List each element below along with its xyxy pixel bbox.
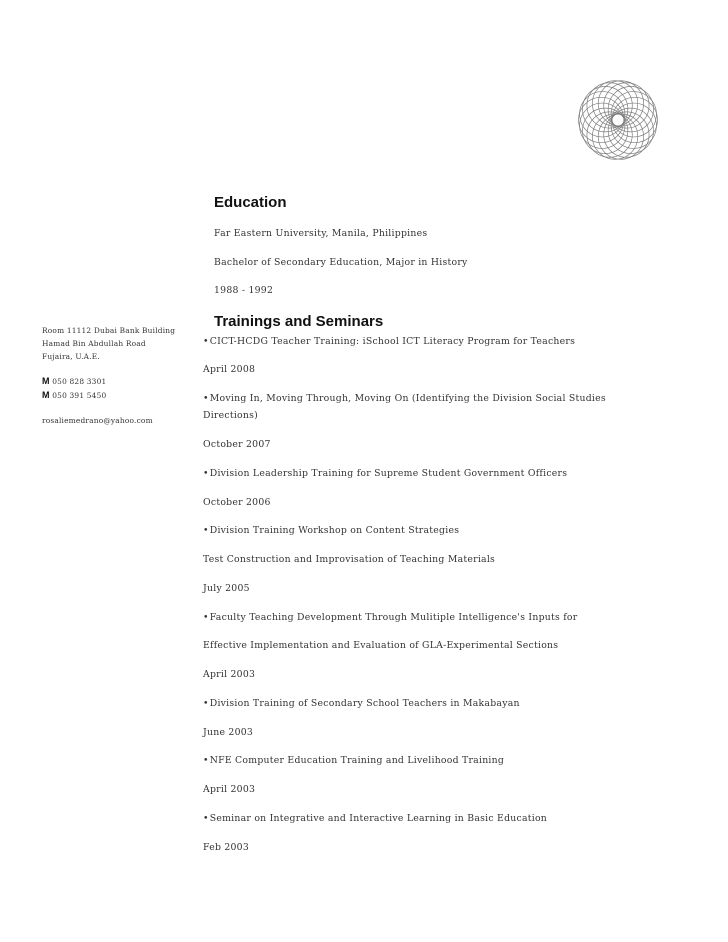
training-title: [203, 612, 577, 623]
training-title-text: CICT-HCDG Teacher Training: iSchool ICT Literacy Program for Teachers: [209, 336, 576, 347]
bullet: •: [203, 393, 209, 404]
training-title-text: Division Training of Secondary School Teachers in Makabayan: [209, 698, 520, 709]
training-title-text: Division Training Workshop on Content Strategies: [209, 525, 460, 536]
address-line: Fujaira, U.A.E.: [42, 352, 100, 361]
bullet: •: [203, 813, 209, 824]
bullet: •: [203, 468, 209, 479]
bullet: •: [203, 525, 209, 536]
address-line: Hamad Bin Abdullah Road: [42, 339, 146, 348]
spirograph-rosette-icon: [576, 78, 660, 162]
bullet: •: [203, 612, 209, 623]
mobile-number: [42, 390, 106, 400]
training-title: [203, 393, 606, 404]
mobile-number: [42, 376, 106, 386]
education-school: Far Eastern University, Manila, Philippines: [214, 228, 428, 239]
education-degree: Bachelor of Secondary Education, Major in History: [214, 257, 468, 268]
training-date: October 2006: [203, 497, 271, 508]
training-date: April 2003: [203, 669, 256, 680]
bullet: •: [203, 336, 209, 347]
bullet: •: [203, 698, 209, 709]
training-title-text: NFE Computer Education Training and Livelihood Training: [209, 755, 505, 766]
training-title-text: Moving In, Moving Through, Moving On (Identifying the Division Social Studies: [209, 393, 606, 404]
training-title-continued: Effective Implementation and Evaluation of GLA-Experimental Sections: [203, 640, 559, 651]
rosette-ring: [587, 83, 632, 128]
training-title: [203, 525, 459, 536]
training-date: October 2007: [203, 439, 271, 450]
training-date: April 2008: [203, 364, 256, 375]
training-date: April 2003: [203, 784, 256, 795]
mobile-label: M: [42, 390, 50, 400]
mobile-number-text: 050 828 3301: [52, 377, 107, 386]
training-title: [203, 755, 504, 766]
education-years: 1988 - 1992: [214, 285, 274, 296]
training-date: Feb 2003: [203, 842, 250, 853]
training-date: June 2003: [203, 727, 254, 738]
training-title-text: Division Leadership Training for Supreme Student Government Officers: [209, 468, 568, 479]
education-heading: Education: [214, 194, 287, 211]
training-title-continued: Test Construction and Improvisation of Teaching Materials: [203, 554, 496, 565]
training-date: July 2005: [203, 583, 250, 594]
mobile-label: M: [42, 376, 50, 386]
training-title: [203, 336, 575, 347]
training-title-text: Seminar on Integrative and Interactive Learning in Basic Education: [209, 813, 548, 824]
mobile-number-text: 050 391 5450: [52, 391, 107, 400]
bullet: •: [203, 755, 209, 766]
training-title: [203, 813, 547, 824]
training-title-text: Faculty Teaching Development Through Mulitiple Intelligence's Inputs for: [209, 612, 578, 623]
training-title-continued: Directions): [203, 410, 259, 421]
email-address: rosaliemedrano@yahoo.com: [42, 416, 153, 425]
address-line: Room 11112 Dubai Bank Building: [42, 326, 176, 335]
training-title: [203, 698, 520, 709]
trainings-heading: Trainings and Seminars: [214, 313, 384, 330]
training-title: [203, 468, 567, 479]
